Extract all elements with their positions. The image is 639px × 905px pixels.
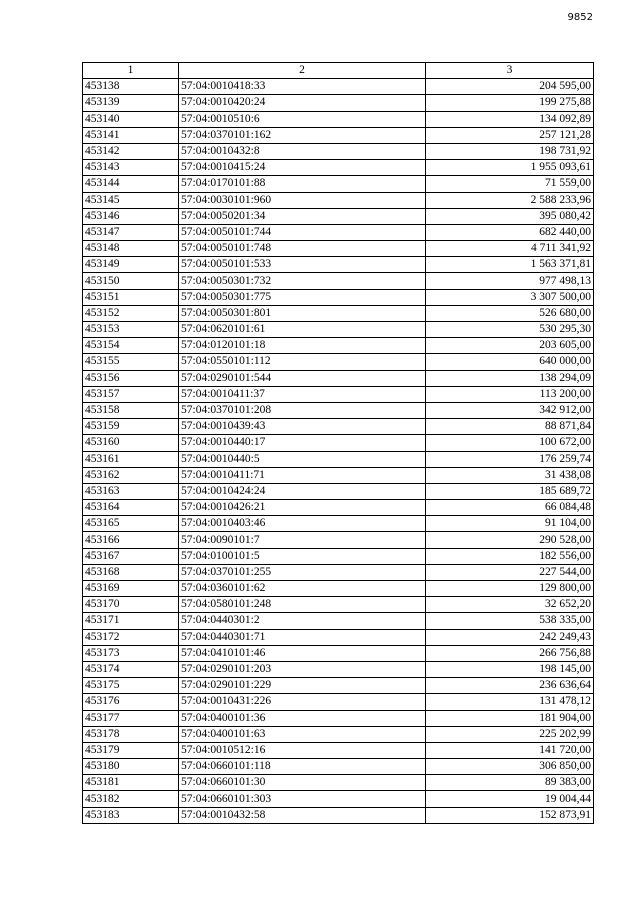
row-number-cell: 453163: [83, 483, 179, 499]
value-cell: 176 259,74: [426, 451, 594, 467]
value-cell: 530 295,30: [426, 322, 594, 338]
value-cell: 185 689,72: [426, 483, 594, 499]
column-header-3: 3: [426, 63, 594, 79]
cadastral-number-cell: 57:04:0010411:71: [179, 467, 426, 483]
cadastral-number-cell: 57:04:0010432:58: [179, 807, 426, 823]
row-number-cell: 453172: [83, 629, 179, 645]
row-number-cell: 453167: [83, 548, 179, 564]
cadastral-number-cell: 57:04:0550101:112: [179, 354, 426, 370]
value-cell: 138 294,09: [426, 370, 594, 386]
value-cell: 71 559,00: [426, 176, 594, 192]
row-number-cell: 453165: [83, 516, 179, 532]
cadastral-number-cell: 57:04:0660101:30: [179, 775, 426, 791]
cadastral-number-cell: 57:04:0010431:226: [179, 694, 426, 710]
table-row: [83, 257, 594, 273]
cadastral-number-cell: 57:04:0010424:24: [179, 483, 426, 499]
row-number-cell: 453144: [83, 176, 179, 192]
cadastral-number-cell: 57:04:0440301:71: [179, 629, 426, 645]
value-cell: 266 756,88: [426, 645, 594, 661]
cadastral-number-cell: 57:04:0010420:24: [179, 95, 426, 111]
table-row: [83, 661, 594, 677]
table-row: [83, 176, 594, 192]
value-cell: 306 850,00: [426, 759, 594, 775]
cadastral-number-cell: 57:04:0400101:63: [179, 726, 426, 742]
row-number-cell: 453180: [83, 759, 179, 775]
row-number-cell: 453145: [83, 192, 179, 208]
table-row: [83, 79, 594, 95]
value-cell: 236 636,64: [426, 678, 594, 694]
cadastral-number-cell: 57:04:0010403:46: [179, 516, 426, 532]
value-cell: 134 092,89: [426, 111, 594, 127]
value-cell: 203 605,00: [426, 338, 594, 354]
row-number-cell: 453156: [83, 370, 179, 386]
cadastral-number-cell: 57:04:0010426:21: [179, 500, 426, 516]
row-number-cell: 453183: [83, 807, 179, 823]
value-cell: 182 556,00: [426, 548, 594, 564]
page-number: 9852: [567, 12, 593, 23]
value-cell: 682 440,00: [426, 224, 594, 240]
value-cell: 19 004,44: [426, 791, 594, 807]
cadastral-number-cell: 57:04:0010440:5: [179, 451, 426, 467]
row-number-cell: 453178: [83, 726, 179, 742]
row-number-cell: 453140: [83, 111, 179, 127]
table-row: [83, 500, 594, 516]
cadastral-number-cell: 57:04:0010512:16: [179, 742, 426, 758]
cadastral-number-cell: 57:04:0050101:533: [179, 257, 426, 273]
cadastral-number-cell: 57:04:0010432:8: [179, 143, 426, 159]
table-row: [83, 127, 594, 143]
value-cell: 204 595,00: [426, 79, 594, 95]
value-cell: 66 084,48: [426, 500, 594, 516]
table-row: [83, 435, 594, 451]
row-number-cell: 453157: [83, 386, 179, 402]
table-row: [83, 807, 594, 823]
table-row: [83, 516, 594, 532]
value-cell: 31 438,08: [426, 467, 594, 483]
value-cell: 640 000,00: [426, 354, 594, 370]
row-number-cell: 453150: [83, 273, 179, 289]
row-number-cell: 453169: [83, 581, 179, 597]
table-row: [83, 597, 594, 613]
value-cell: 2 588 233,96: [426, 192, 594, 208]
column-header-1: 1: [83, 63, 179, 79]
row-number-cell: 453168: [83, 564, 179, 580]
table-header-row: [83, 63, 594, 79]
cadastral-number-cell: 57:04:0370101:162: [179, 127, 426, 143]
table-row: [83, 613, 594, 629]
row-number-cell: 453175: [83, 678, 179, 694]
value-cell: 395 080,42: [426, 208, 594, 224]
cadastral-number-cell: 57:04:0050301:775: [179, 289, 426, 305]
cadastral-number-cell: 57:04:0580101:248: [179, 597, 426, 613]
value-cell: 538 335,00: [426, 613, 594, 629]
table-row: [83, 322, 594, 338]
row-number-cell: 453166: [83, 532, 179, 548]
value-cell: 198 731,92: [426, 143, 594, 159]
cadastral-number-cell: 57:04:0010440:17: [179, 435, 426, 451]
value-cell: 141 720,00: [426, 742, 594, 758]
cadastral-number-cell: 57:04:0660101:303: [179, 791, 426, 807]
row-number-cell: 453158: [83, 402, 179, 418]
table-row: [83, 467, 594, 483]
row-number-cell: 453154: [83, 338, 179, 354]
row-number-cell: 453176: [83, 694, 179, 710]
row-number-cell: 453153: [83, 322, 179, 338]
table-row: [83, 629, 594, 645]
value-cell: 225 202,99: [426, 726, 594, 742]
value-cell: 89 383,00: [426, 775, 594, 791]
row-number-cell: 453148: [83, 241, 179, 257]
table-row: [83, 483, 594, 499]
value-cell: 290 528,00: [426, 532, 594, 548]
table-row: [83, 95, 594, 111]
value-cell: 199 275,88: [426, 95, 594, 111]
column-header-2: 2: [179, 63, 426, 79]
value-cell: 131 478,12: [426, 694, 594, 710]
row-number-cell: 453161: [83, 451, 179, 467]
value-cell: 198 145,00: [426, 661, 594, 677]
table-row: [83, 759, 594, 775]
row-number-cell: 453151: [83, 289, 179, 305]
value-cell: 32 652,20: [426, 597, 594, 613]
table-row: [83, 354, 594, 370]
value-cell: 342 912,00: [426, 402, 594, 418]
cadastral-number-cell: 57:04:0050201:34: [179, 208, 426, 224]
table-row: [83, 710, 594, 726]
row-number-cell: 453179: [83, 742, 179, 758]
value-cell: 100 672,00: [426, 435, 594, 451]
table-row: [83, 338, 594, 354]
cadastral-number-cell: 57:04:0010510:6: [179, 111, 426, 127]
table-row: [83, 742, 594, 758]
row-number-cell: 453171: [83, 613, 179, 629]
table-row: [83, 645, 594, 661]
value-cell: 4 711 341,92: [426, 241, 594, 257]
row-number-cell: 453152: [83, 305, 179, 321]
table-row: [83, 564, 594, 580]
value-cell: 526 680,00: [426, 305, 594, 321]
value-cell: 1 563 371,81: [426, 257, 594, 273]
row-number-cell: 453162: [83, 467, 179, 483]
table-row: [83, 208, 594, 224]
value-cell: 113 200,00: [426, 386, 594, 402]
value-cell: 242 249,43: [426, 629, 594, 645]
cadastral-number-cell: 57:04:0170101:88: [179, 176, 426, 192]
value-cell: 88 871,84: [426, 419, 594, 435]
cadastral-number-cell: 57:04:0660101:118: [179, 759, 426, 775]
table-row: [83, 775, 594, 791]
row-number-cell: 453146: [83, 208, 179, 224]
value-cell: 257 121,28: [426, 127, 594, 143]
row-number-cell: 453142: [83, 143, 179, 159]
table-row: [83, 694, 594, 710]
value-cell: 1 955 093,61: [426, 160, 594, 176]
cadastral-number-cell: 57:04:0010439:43: [179, 419, 426, 435]
cadastral-number-cell: 57:04:0010418:33: [179, 79, 426, 95]
table-row: [83, 532, 594, 548]
table-row: [83, 402, 594, 418]
table-row: [83, 241, 594, 257]
table-row: [83, 305, 594, 321]
data-table: [82, 62, 594, 824]
row-number-cell: 453173: [83, 645, 179, 661]
table-row: [83, 370, 594, 386]
row-number-cell: 453164: [83, 500, 179, 516]
value-cell: 227 544,00: [426, 564, 594, 580]
cadastral-number-cell: 57:04:0010415:24: [179, 160, 426, 176]
value-cell: 977 498,13: [426, 273, 594, 289]
cadastral-number-cell: 57:04:0120101:18: [179, 338, 426, 354]
cadastral-number-cell: 57:04:0050301:801: [179, 305, 426, 321]
row-number-cell: 453174: [83, 661, 179, 677]
cadastral-number-cell: 57:04:0290101:544: [179, 370, 426, 386]
row-number-cell: 453160: [83, 435, 179, 451]
cadastral-number-cell: 57:04:0100101:5: [179, 548, 426, 564]
row-number-cell: 453181: [83, 775, 179, 791]
row-number-cell: 453182: [83, 791, 179, 807]
value-cell: 129 800,00: [426, 581, 594, 597]
row-number-cell: 453138: [83, 79, 179, 95]
table-row: [83, 548, 594, 564]
row-number-cell: 453170: [83, 597, 179, 613]
cadastral-number-cell: 57:04:0370101:255: [179, 564, 426, 580]
cadastral-number-cell: 57:04:0090101:7: [179, 532, 426, 548]
table-row: [83, 386, 594, 402]
row-number-cell: 453141: [83, 127, 179, 143]
value-cell: 3 307 500,00: [426, 289, 594, 305]
cadastral-number-cell: 57:04:0410101:46: [179, 645, 426, 661]
cadastral-number-cell: 57:04:0620101:61: [179, 322, 426, 338]
cadastral-number-cell: 57:04:0030101:960: [179, 192, 426, 208]
table-row: [83, 678, 594, 694]
table-row: [83, 726, 594, 742]
row-number-cell: 453143: [83, 160, 179, 176]
cadastral-number-cell: 57:04:0290101:203: [179, 661, 426, 677]
cadastral-number-cell: 57:04:0360101:62: [179, 581, 426, 597]
value-cell: 91 104,00: [426, 516, 594, 532]
table-row: [83, 224, 594, 240]
cadastral-number-cell: 57:04:0050101:744: [179, 224, 426, 240]
cadastral-number-cell: 57:04:0010411:37: [179, 386, 426, 402]
table-row: [83, 289, 594, 305]
table-row: [83, 273, 594, 289]
table-body: [83, 79, 594, 824]
table-row: [83, 192, 594, 208]
table-row: [83, 143, 594, 159]
cadastral-number-cell: 57:04:0440301:2: [179, 613, 426, 629]
cadastral-number-cell: 57:04:0050101:748: [179, 241, 426, 257]
table-row: [83, 581, 594, 597]
cadastral-number-cell: 57:04:0370101:208: [179, 402, 426, 418]
row-number-cell: 453149: [83, 257, 179, 273]
table-row: [83, 111, 594, 127]
table-row: [83, 419, 594, 435]
table-row: [83, 791, 594, 807]
row-number-cell: 453139: [83, 95, 179, 111]
cadastral-number-cell: 57:04:0400101:36: [179, 710, 426, 726]
value-cell: 152 873,91: [426, 807, 594, 823]
row-number-cell: 453159: [83, 419, 179, 435]
row-number-cell: 453177: [83, 710, 179, 726]
table-row: [83, 160, 594, 176]
row-number-cell: 453147: [83, 224, 179, 240]
cadastral-number-cell: 57:04:0050301:732: [179, 273, 426, 289]
row-number-cell: 453155: [83, 354, 179, 370]
value-cell: 181 904,00: [426, 710, 594, 726]
cadastral-number-cell: 57:04:0290101:229: [179, 678, 426, 694]
table-row: [83, 451, 594, 467]
